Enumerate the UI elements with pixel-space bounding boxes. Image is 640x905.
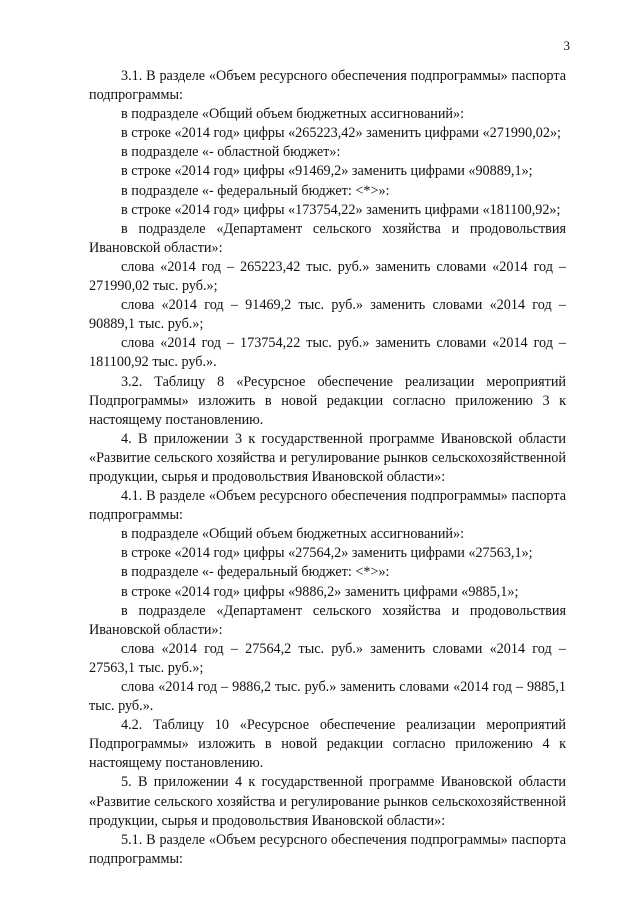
paragraph: в подразделе «Департамент сельского хозяйства и продовольствия Ивановской области»:	[89, 220, 566, 256]
paragraph-3-1: 3.1. В разделе «Объем ресурсного обеспечения подпрограммы» паспорта подпрограммы:	[89, 68, 566, 104]
paragraph-4-2: 4.2. Таблицу 10 «Ресурсное обеспечение реализации мероприятий Подпрограммы» изложить в новой редакции согласно приложению 4 к настоящему постановлению.	[89, 717, 566, 772]
paragraph: слова «2014 год – 265223,42 тыс. руб.» заменить словами «2014 год – 271990,02 тыс. руб.»;	[89, 258, 566, 295]
page-number: 3	[563, 38, 570, 53]
paragraph-4-1: 4.1. В разделе «Объем ресурсного обеспечения подпрограммы» паспорта подпрограммы:	[89, 488, 566, 524]
paragraph: в подразделе «- федеральный бюджет: <*>»:	[121, 182, 390, 199]
paragraph-5: 5. В приложении 4 к государственной программе Ивановской области «Развитие сельского хозяйства и регулирование рынков сельскохозяйственной продукции, сырья и продовольствия Ивановской области»:	[89, 774, 566, 829]
paragraph: в подразделе «Департамент сельского хозяйства и продовольствия Ивановской области»:	[89, 602, 566, 638]
paragraph: в строке «2014 год» цифры «27564,2» заменить цифрами «27563,1»;	[121, 545, 533, 562]
paragraph: слова «2014 год – 91469,2 тыс. руб.» заменить словами «2014 год – 90889,1 тыс. руб.»;	[89, 297, 566, 333]
paragraph-3-2: 3.2. Таблицу 8 «Ресурсное обеспечение реализации мероприятий Подпрограммы» изложить в новой редакции согласно приложению 3 к настоящему постановлению.	[89, 373, 566, 428]
paragraph: в подразделе «- областной бюджет»:	[121, 144, 341, 161]
paragraph: в подразделе «- федеральный бюджет: <*>»:	[121, 564, 390, 581]
paragraph: слова «2014 год – 9886,2 тыс. руб.» заменить словами «2014 год – 9885,1 тыс. руб.».	[89, 679, 566, 715]
paragraph: слова «2014 год – 173754,22 тыс. руб.» заменить словами «2014 год – 181100,92 тыс. руб.».	[89, 335, 566, 371]
paragraph: в строке «2014 год» цифры «265223,42» заменить цифрами «271990,02»;	[121, 125, 561, 142]
paragraph: слова «2014 год – 27564,2 тыс. руб.» заменить словами «2014 год – 27563,1 тыс. руб.»;	[89, 640, 566, 676]
paragraph: в строке «2014 год» цифры «9886,2» заменить цифрами «9885,1»;	[121, 583, 519, 600]
paragraph: в подразделе «Общий объем бюджетных ассигнований»:	[121, 106, 465, 123]
document-body	[89, 67, 566, 869]
paragraph-4: 4. В приложении 3 к государственной программе Ивановской области «Развитие сельского хозяйства и регулирование рынков сельскохозяйственной продукции, сырья и продовольствия Ивановской области»:	[89, 430, 566, 485]
paragraph: в строке «2014 год» цифры «173754,22» заменить цифрами «181100,92»;	[121, 201, 561, 218]
paragraph: в строке «2014 год» цифры «91469,2» заменить цифрами «90889,1»;	[121, 163, 533, 180]
paragraph: в подразделе «Общий объем бюджетных ассигнований»:	[121, 526, 465, 543]
paragraph-5-1: 5.1. В разделе «Объем ресурсного обеспечения подпрограммы» паспорта подпрограммы:	[89, 831, 566, 867]
